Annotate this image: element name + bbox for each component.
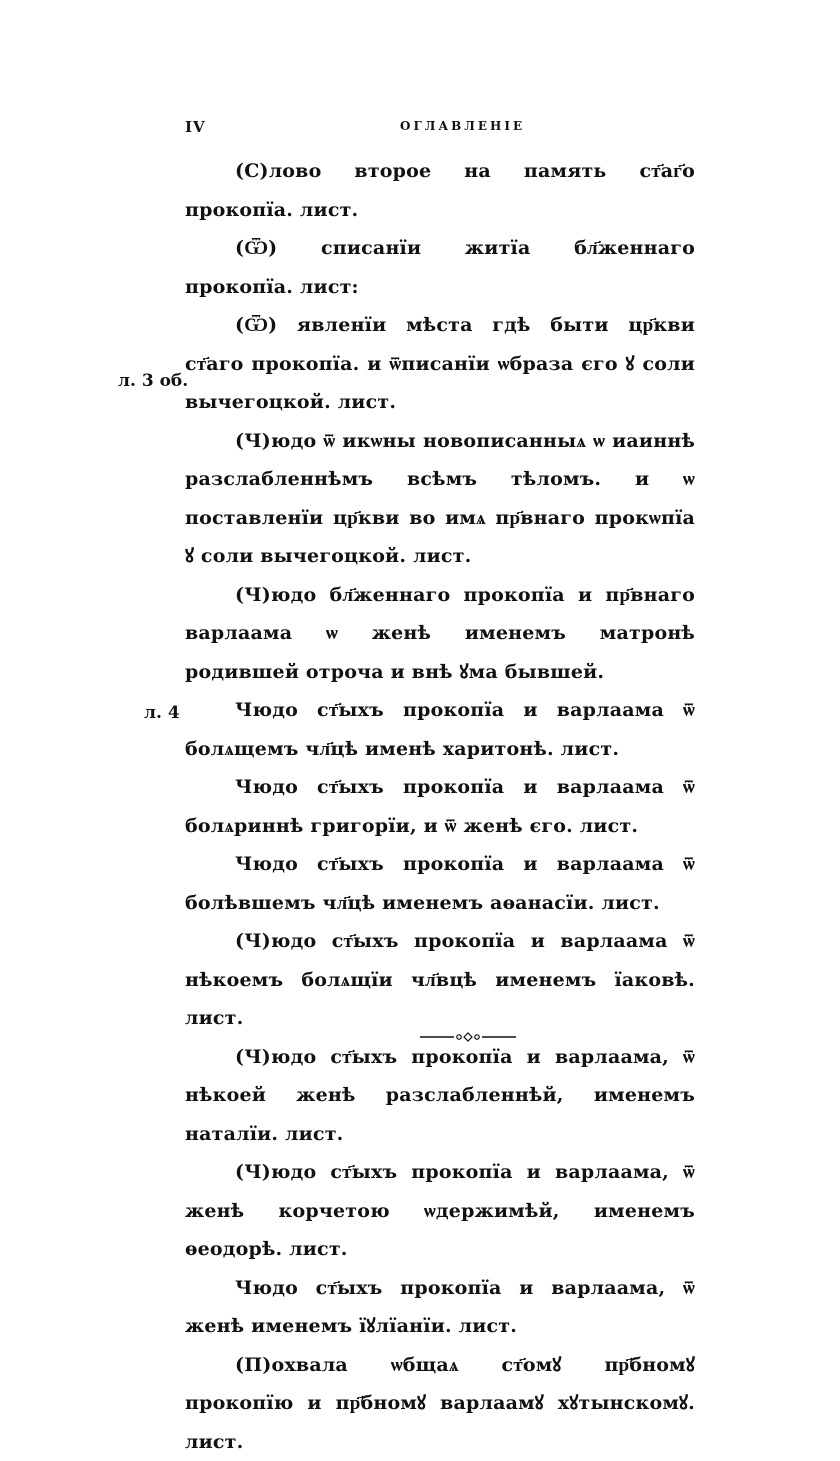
- toc-entry: Чюдо ст҃ыхъ прокопїа и варлаама, ѿ женѣ именемъ їꙋлїанїи. лист.: [185, 1269, 695, 1346]
- toc-entry: Чюдо ст҃ыхъ прокопїа и варлаама ѿ болѧриннѣ григорїи, и ѿ женѣ єго. лист.: [185, 768, 695, 845]
- toc-entry: Чюдо ст҃ыхъ прокопїа и варлаама ѿ болѧщемъ чл҃цѣ именѣ харитонѣ. лист.: [185, 691, 695, 768]
- toc-entry: (Ѿ) явленїи мѣста гдѣ быти цр҃кви ст҃аго прокопїа. и ѿписанїи ѡбраза єго ꙋ соли вычегоцкой. лист.: [185, 306, 695, 422]
- closing-ornament-icon: [418, 1030, 518, 1044]
- toc-entry: (С)лово второе на память ст҃аг҃о прокопїа. лист.: [185, 152, 695, 229]
- page-number: IV: [185, 118, 206, 136]
- margin-note-folio-3v: л. 3 об.: [118, 371, 188, 391]
- toc-entry: (П)охвала ѡбщаѧ ст҃омꙋ пр҃бномꙋ прокопїю и пр҃бномꙋ варлаамꙋ хꙋтынскомꙋ. лист.: [185, 1346, 695, 1461]
- toc-entry: (Ч)юдо ст҃ыхъ прокопїа и варлаама ѿ нѣкоемъ болѧщїи чл҃вцѣ именемъ їаковѣ. лист.: [185, 922, 695, 1038]
- toc-entry: (Ч)юдо ѿ икѡны новописанныѧ ѡ иаиннѣ разслабленнѣмъ всѣмъ тѣломъ. и ѡ поставленїи цр҃кви во имѧ пр҃внаго прокѡпїа ꙋ соли вычегоцкой. лист.: [185, 422, 695, 576]
- margin-note-folio-4: л. 4: [144, 703, 180, 723]
- toc-entry: (Ч)юдо ст҃ыхъ прокопїа и варлаама, ѿ нѣкоей женѣ разслабленнѣй, именемъ наталїи. лист.: [185, 1038, 695, 1154]
- toc-entry: (Ч)юдо бл҃женнаго прокопїа и пр҃внаго варлаама ѡ женѣ именемъ матронѣ родившей отроча и внѣ ꙋма бывшей.: [185, 576, 695, 692]
- toc-entry: (Ѿ) списанїи житїа бл҃женнаго прокопїа. лист:: [185, 229, 695, 306]
- table-of-contents: [185, 152, 695, 1461]
- toc-entry: Чюдо ст҃ыхъ прокопїа и варлаама ѿ болѣвшемъ чл҃цѣ именемъ аѳанасїи. лист.: [185, 845, 695, 922]
- page-header: [185, 118, 705, 140]
- toc-entry: (Ч)юдо ст҃ыхъ прокопїа и варлаама, ѿ женѣ корчетою ѡдержимѣй, именемъ ѳеодорѣ. лист.: [185, 1153, 695, 1269]
- running-title: ОГЛАВЛЕНІЕ: [400, 119, 525, 133]
